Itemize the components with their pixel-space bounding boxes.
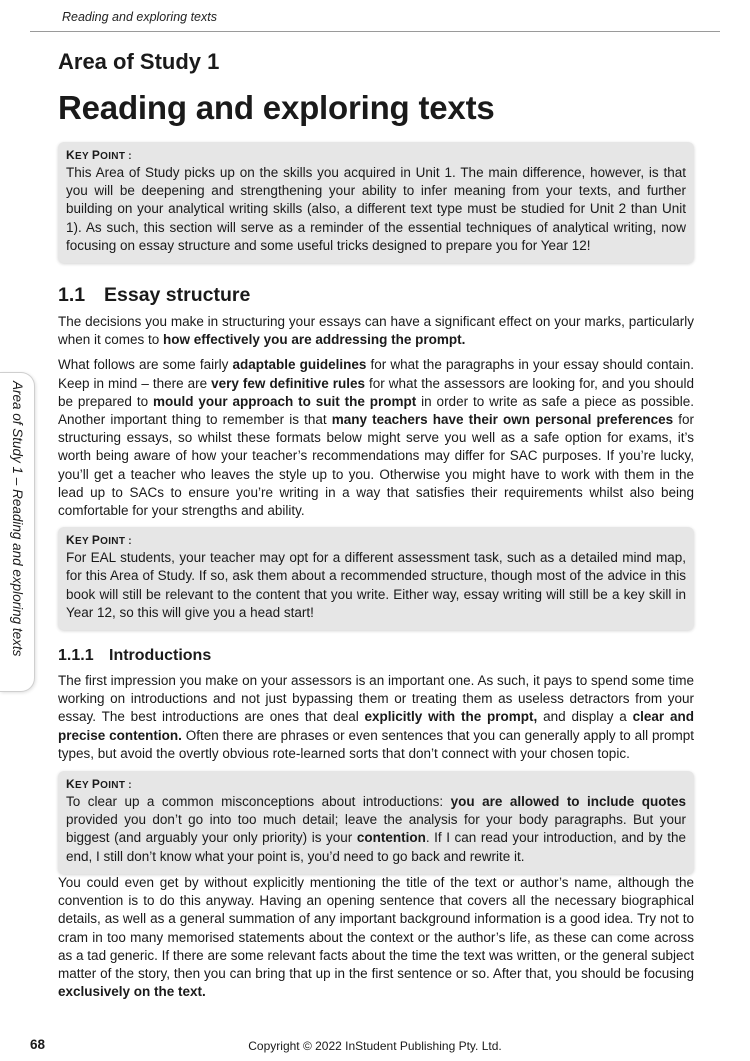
essay-structure-paragraph-2: What follows are some fairly adaptable guidelines for what the paragraphs in your essay should contain. Keep in mind – there are very few definitive rules for what the assessors are looking for, and you should be prepared to mould your approach to suit the prompt in order to write as safe a piece as possible. Another important thing to remember is that many teachers have their own personal preferences for structuring essays, so whilst these formats below might serve you well as a safe option for exams, it’s worth being aware of how your teacher’s recommendations may differ for SAC purposes. If you’re lucky, you’ll get a teacher who leaves the style up to you. Otherwise you might have to work with them in the lead up to SACs to ensure you’re writing in a way that satisfies their requirements whilst also being comfortable for your strengths and ability. [58, 357, 695, 519]
key-point-text-2: For EAL students, your teacher may opt for a different assessment task, such as a detailed mind map, for this Area of Study. If so, ask them about a recommended structure, though most of the advice in this book will still be relevant to the content that you write. Either way, essay writing will still be a key skill in Year 12, so this will give you a head start! [66, 550, 686, 620]
side-tab-label: Area of Study 1 – Reading and exploring texts [10, 381, 25, 657]
key-point-label: KEY POINT : [66, 777, 132, 792]
closing-paragraph: You could even get by without explicitly mentioning the title of the text or author’s name, although the convention is to do this anyway. Having an opening sentence that covers all the necessary biographical details, as well as a general summation of any important background information is a good idea. Try not to cram in too many memorised statements about the context or the author’s life, as these can come across as a tad generic. If there are some relevant facts about the time the text was written, or the general subject matter of the story, then you can bring that up in the first sentence or so. After that, you should be focusing exclusively on the text. [58, 874, 694, 1000]
key-point-text-1: This Area of Study picks up on the skills you acquired in Unit 1. The main difference, however, is that you will be deepening and strengthening your ability to infer meaning from your texts, and further building on your analytical writing skills (also, a different text type must be studied for Unit 2 than Unit 1). As such, this section will serve as a reminder of the essential techniques of analytical writing, now focusing on essay structure and some useful tricks designed to prepare you for Year 12! [66, 165, 686, 253]
subsection-heading-introductions: 1.1.1 Introductions [58, 647, 212, 665]
key-point-text-3: To clear up a common misconceptions about introductions: you are allowed to include quotes provided you don’t go into too much detail; leave the analysis for your body paragraphs. But your biggest (and arguably your only priority) is your contention. If I can read your introduction, and by the end, I still don’t know what your point is, you’d need to go back and rewrite it. [66, 794, 686, 864]
side-tab [0, 372, 35, 692]
essay-structure-paragraph-1: The decisions you make in structuring your essays can have a significant effect on your marks, particularly when it comes to how effectively you are addressing the prompt. [58, 314, 694, 348]
key-point-box-3 [58, 771, 694, 874]
introductions-paragraph: The first impression you make on your assessors is an important one. As such, it pays to spend some time working on introductions and not just bypassing them or treating them as useless detractors from your essay. The best introductions are ones that deal explicitly with the prompt, and display a clear and precise contention. Often there are phrases or even sentences that you can generally apply to all prompt types, but avoid the overtly obvious rote-learned sorts that don’t connect with your chosen topic. [58, 673, 694, 761]
header-rule [30, 31, 720, 32]
area-of-study-label: Area of Study 1 [58, 49, 220, 74]
running-header: Reading and exploring texts [62, 10, 217, 24]
key-point-box-2 [58, 527, 694, 630]
key-point-box-1 [58, 142, 694, 263]
key-point-label: KEY POINT : [66, 533, 132, 548]
page-number: 68 [30, 1037, 46, 1052]
page-title: Reading and exploring texts [58, 89, 495, 126]
copyright-notice: Copyright © 2022 InStudent Publishing Pty. Ltd. [248, 1039, 502, 1053]
section-heading-essay-structure: 1.1 Essay structure [58, 284, 251, 307]
page-content [58, 48, 694, 1008]
key-point-label: KEY POINT : [66, 148, 132, 162]
